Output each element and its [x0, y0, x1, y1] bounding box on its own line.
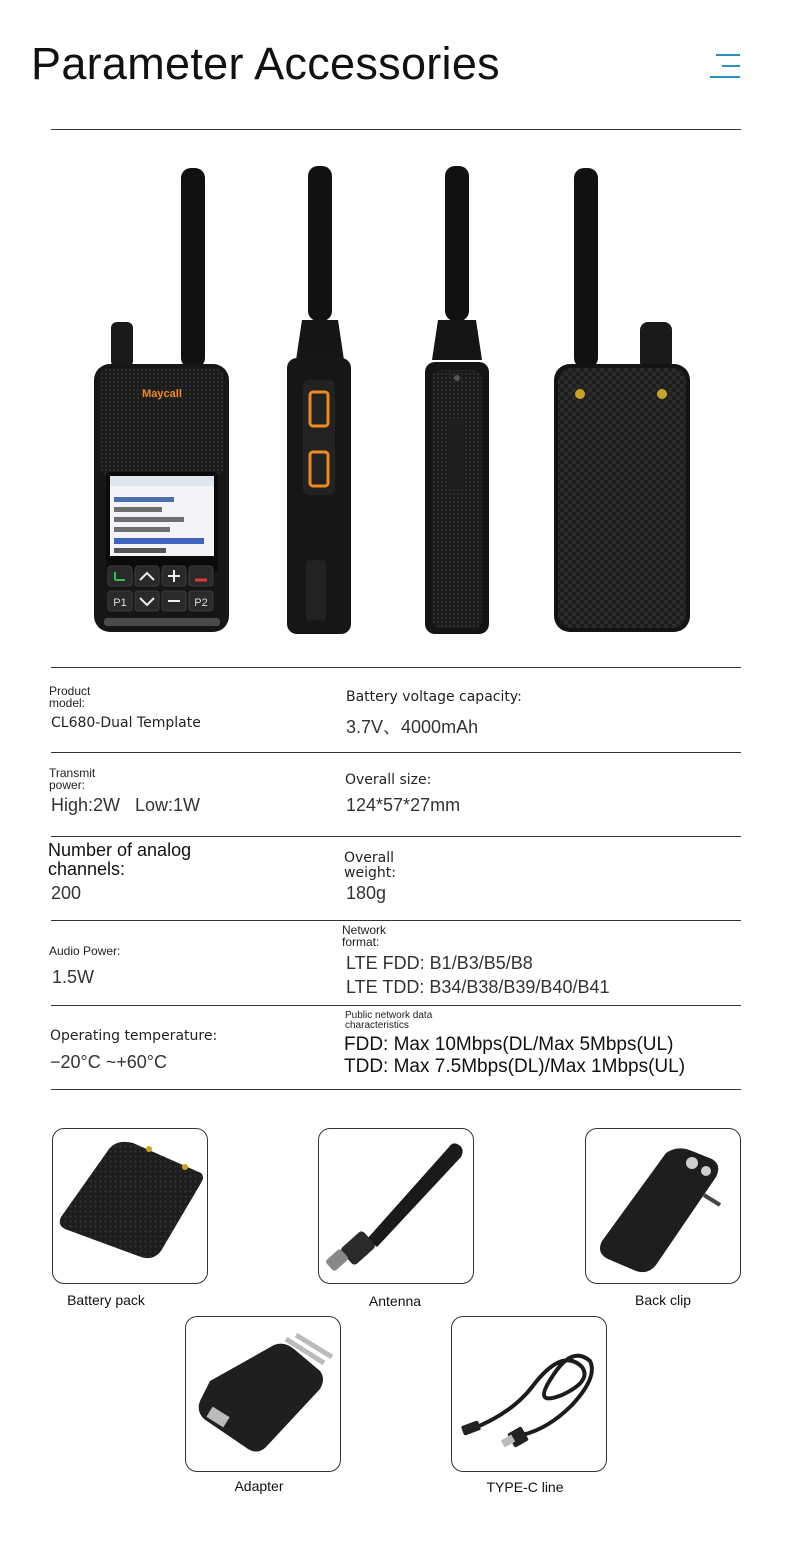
page-title: Parameter Accessories — [31, 38, 500, 89]
transmit-value: High:2W Low:1W — [51, 795, 201, 815]
audio-label: Audio Power: — [49, 944, 121, 958]
table-top-rule — [51, 667, 741, 668]
row-divider — [51, 1005, 741, 1006]
battery-value: 3.7V、4000mAh — [346, 717, 479, 737]
audio-value: 1.5W — [52, 967, 95, 987]
network-tdd: LTE TDD: B34/B38/B39/B40/B41 — [346, 977, 610, 997]
radio-front-view — [94, 168, 229, 632]
weight-value: 180g — [346, 883, 387, 903]
product-photos — [80, 160, 710, 640]
battery-pack-caption: Battery pack — [67, 1292, 145, 1308]
battery-label: Battery voltage capacity: — [346, 689, 522, 705]
battery-pack-image — [52, 1128, 208, 1284]
data-label: Public network data characteristics — [345, 1010, 433, 1031]
model-value: CL680-Dual Template — [51, 715, 201, 731]
row-divider — [51, 920, 741, 921]
svg-text:P1: P1 — [113, 597, 127, 609]
header-divider — [51, 129, 741, 130]
model-label: Product model: — [49, 684, 91, 710]
network-fdd: LTE FDD: B1/B3/B5/B8 — [346, 953, 533, 973]
back-clip-image — [585, 1128, 741, 1284]
size-label: Overall size: — [345, 772, 432, 788]
type-c-line-image — [451, 1316, 607, 1472]
channels-value: 200 — [51, 883, 82, 903]
weight-label: Overall weight: — [344, 850, 396, 881]
row-divider — [51, 752, 741, 753]
transmit-label: Transmit power: — [49, 766, 96, 792]
table-bottom-rule — [51, 1089, 741, 1090]
adapter-image — [185, 1316, 341, 1472]
antenna-caption: Antenna — [368, 1293, 422, 1309]
radio-back-view — [554, 168, 690, 632]
antenna-image — [318, 1128, 474, 1284]
network-label: Network format: — [342, 923, 387, 949]
data-fdd: FDD: Max 10Mbps(DL/Max 5Mbps(UL) — [344, 1034, 674, 1055]
size-value: 124*57*27mm — [346, 795, 461, 815]
type-c-line-caption: TYPE-C line — [486, 1479, 564, 1495]
radio-left-side-view — [287, 166, 351, 634]
back-clip-caption: Back clip — [634, 1292, 692, 1308]
brand-logo: Maycall — [142, 388, 182, 400]
temp-value: −20°C ~+60°C — [50, 1052, 167, 1072]
temp-label: Operating temperature: — [50, 1028, 218, 1044]
radio-right-side-view — [425, 166, 489, 634]
adapter-caption: Adapter — [234, 1478, 284, 1494]
channels-label: Number of analog channels: — [48, 840, 192, 879]
menu-icon[interactable] — [710, 54, 740, 80]
row-divider — [51, 836, 741, 837]
data-tdd: TDD: Max 7.5Mbps(DL)/Max 1Mbps(UL) — [344, 1056, 686, 1077]
svg-text:P2: P2 — [194, 597, 208, 609]
